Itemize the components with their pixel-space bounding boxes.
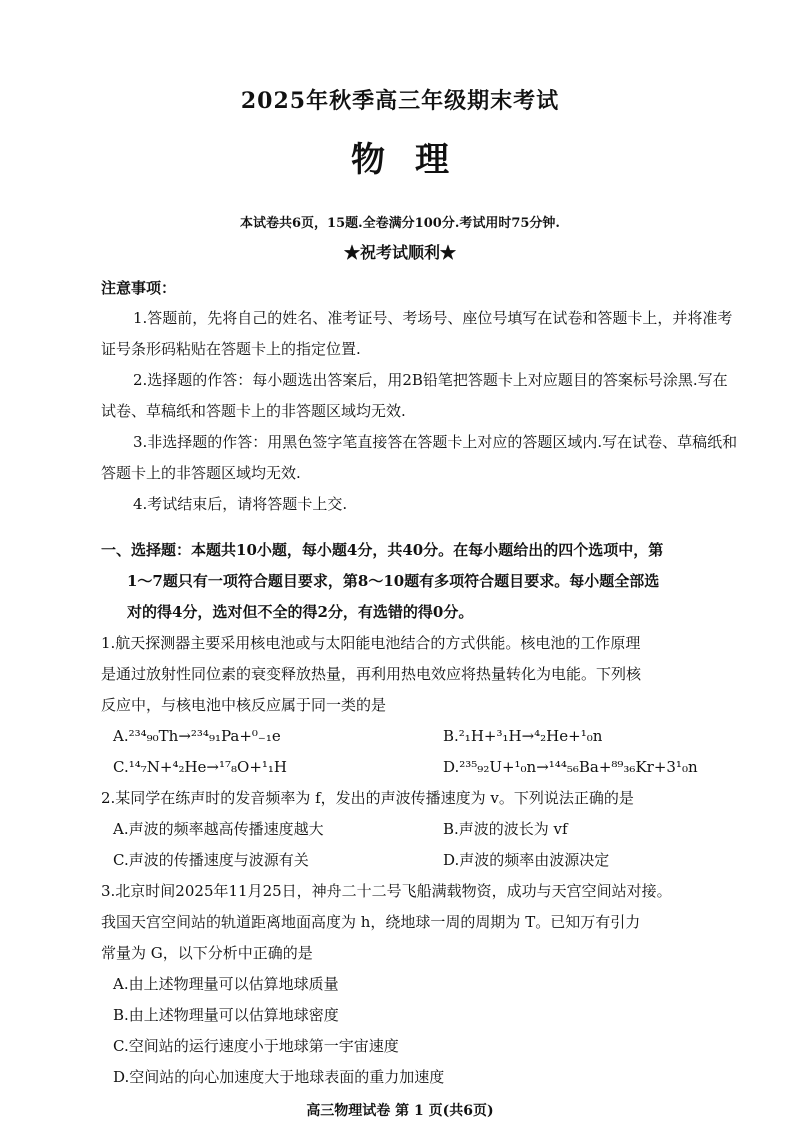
page-footer: 高三物理试卷 第 1 页(共6页) xyxy=(306,1103,494,1119)
question-1-option-c: C.¹⁴₇N+⁴₂He→¹⁷₈O+¹₁H xyxy=(113,758,288,776)
question-1-stem-line-1: 1.航天探测器主要采用核电池或与太阳能电池结合的方式供能。核电池的工作原理 xyxy=(101,634,641,652)
question-2-stem: 2.某同学在练声时的发音频率为 f，发出的声波传播速度为 v。下列说法正确的是 xyxy=(101,789,634,807)
exam-wish: ★祝考试顺利★ xyxy=(343,243,456,262)
notes-heading: 注意事项： xyxy=(101,279,177,297)
note-item-3: 3.非选择题的作答：用黑色签字笔直接答在答题卡上对应的答题区域内.写在试卷、草稿纸和答题卡上的非答题区域均无效. xyxy=(101,433,738,482)
question-3-option-a: A.由上述物理量可以估算地球质量 xyxy=(113,975,339,993)
exam-title: 2025年秋季高三年级期末考试 xyxy=(240,88,560,114)
question-3-stem-line-3: 常量为 G，以下分析中正确的是 xyxy=(101,944,313,962)
note-item-4: 4.考试结束后，请将答题卡上交. xyxy=(133,495,348,513)
section-1-instructions xyxy=(101,535,749,628)
question-3-stem-line-2: 我国天宫空间站的轨道距离地面高度为 h，绕地球一周的周期为 T。已知万有引力 xyxy=(101,913,641,931)
note-item-2: 2.选择题的作答：每小题选出答案后，用2B铅笔把答题卡上对应题目的答案标号涂黑.写在试卷、草稿纸和答题卡上的非答题区域均无效. xyxy=(101,371,728,420)
question-2-option-c: C.声波的传播速度与波源有关 xyxy=(113,851,309,869)
question-2-option-b: B.声波的波长为 vf xyxy=(443,820,568,838)
question-1-option-b: B.²₁H+³₁H→⁴₂He+¹₀n xyxy=(443,727,603,745)
exam-info: 本试卷共6页，15题.全卷满分100分.考试用时75分钟. xyxy=(240,216,560,231)
question-1-stem-line-3: 反应中，与核电池中核反应属于同一类的是 xyxy=(101,696,387,714)
section-1-line-3: 对的得4分，选对但不全的得2分，有选错的得0分。 xyxy=(127,603,474,621)
question-3-stem xyxy=(101,876,749,969)
section-1-line-2: 1～7题只有一项符合题目要求，第8～10题有多项符合题目要求。每小题全部选 xyxy=(127,572,660,590)
note-item-1: 1.答题前，先将自己的姓名、准考证号、考场号、座位号填写在试卷和答题卡上，并将准考证号条形码粘贴在答题卡上的指定位置. xyxy=(101,309,733,358)
question-1-stem xyxy=(101,628,749,721)
question-1-option-a: A.²³⁴₉₀Th→²³⁴₉₁Pa+⁰₋₁e xyxy=(113,727,281,745)
question-2-option-d: D.声波的频率由波源决定 xyxy=(443,851,610,869)
question-3-stem-line-1: 3.北京时间2025年11月25日，神舟二十二号飞船满载物资，成功与天宫空间站对接。 xyxy=(101,882,672,900)
subject-title: 物理 xyxy=(351,140,479,180)
question-3-option-b: B.由上述物理量可以估算地球密度 xyxy=(113,1006,339,1024)
question-3-option-c: C.空间站的运行速度小于地球第一宇宙速度 xyxy=(113,1037,399,1055)
question-1-stem-line-2: 是通过放射性同位素的衰变释放热量，再利用热电效应将热量转化为电能。下列核 xyxy=(101,665,642,683)
section-1-line-1: 一、选择题：本题共10小题，每小题4分，共40分。在每小题给出的四个选项中，第 xyxy=(101,541,664,559)
question-1-option-d: D.²³⁵₉₂U+¹₀n→¹⁴⁴₅₆Ba+⁸⁹₃₆Kr+3¹₀n xyxy=(443,758,698,776)
question-3-option-d: D.空间站的向心加速度大于地球表面的重力加速度 xyxy=(113,1068,445,1086)
question-2-option-a: A.声波的频率越高传播速度越大 xyxy=(113,820,324,838)
